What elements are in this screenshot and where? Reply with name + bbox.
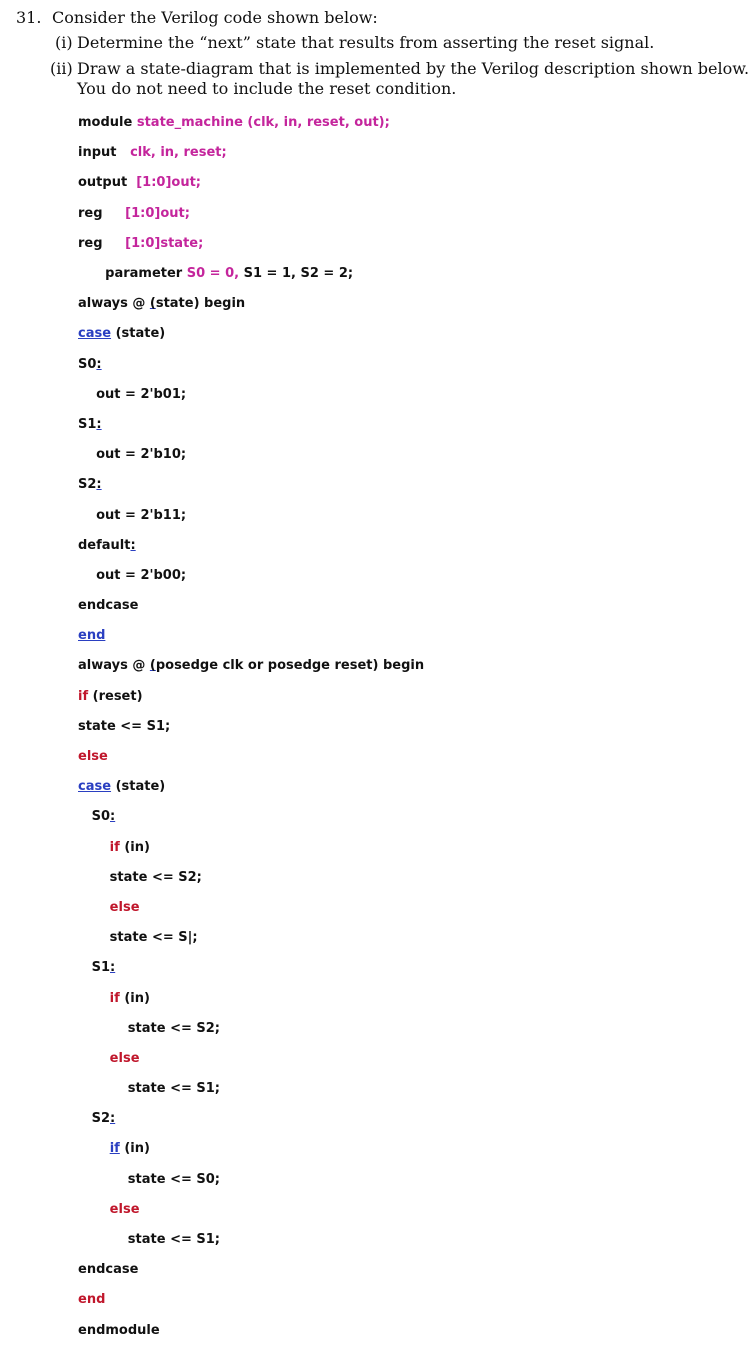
code-line: endcase — [78, 598, 139, 614]
code-line: input clk, in, reset; — [78, 145, 227, 161]
code-line: if (in) — [109, 1141, 150, 1157]
code-line: S2: — [78, 1111, 116, 1127]
code-line: S0: — [78, 356, 102, 372]
verilog-code-block — [78, 100, 424, 1353]
code-line: case (state) — [78, 326, 166, 342]
code-line: out = 2'b11; — [78, 507, 187, 523]
code-line: S0: — [78, 809, 116, 825]
code-line: endcase — [78, 1262, 139, 1278]
code-line: end — [78, 1292, 106, 1308]
code-line: output [1:0]out; — [78, 175, 202, 191]
code-line: default: — [78, 537, 136, 553]
part-ii-label: (ii) — [50, 59, 73, 78]
code-line: reg [1:0]out; — [78, 205, 190, 221]
part-i-label: (i) — [55, 33, 73, 52]
code-line: S2: — [78, 477, 102, 493]
code-line: out = 2'b00; — [78, 567, 187, 583]
part-ii-text: Draw a state-diagram that is implemented by the Verilog description shown below. — [77, 59, 749, 78]
code-line: case (state) — [78, 779, 166, 795]
code-line: else — [78, 1050, 140, 1066]
code-line: end — [78, 628, 106, 644]
code-line: if (in) — [78, 990, 150, 1006]
code-line: state <= S1; — [78, 718, 171, 734]
code-line: always @ (state) begin — [78, 296, 246, 312]
code-line: state <= S1; — [78, 1081, 220, 1097]
code-line: else — [78, 749, 108, 765]
code-line: S1: — [78, 960, 116, 976]
code-line: state <= S|; — [78, 930, 198, 946]
code-line: parameter S0 = 0, S1 = 1, S2 = 2; — [78, 266, 354, 282]
part-i-text: Determine the “next” state that results from asserting the reset signal. — [77, 33, 655, 52]
code-line: state <= S2; — [78, 1020, 220, 1036]
code-line: always @ (posedge clk or posedge reset) begin — [78, 658, 425, 674]
code-line: state <= S0; — [78, 1171, 220, 1187]
code-line: state <= S2; — [78, 869, 202, 885]
question-number: 31. — [16, 8, 42, 27]
code-line: module state_machine (clk, in, reset, out); — [78, 115, 390, 131]
code-line: else — [78, 899, 140, 915]
code-line: if (reset) — [78, 688, 143, 704]
code-line: out = 2'b01; — [78, 386, 187, 402]
part-ii-text-cont: You do not need to include the reset condition. — [77, 79, 457, 98]
code-line: S1: — [78, 416, 102, 432]
code-line: reg [1:0]state; — [78, 235, 204, 251]
code-line: out = 2'b10; — [78, 447, 187, 463]
code-line: state <= S1; — [78, 1232, 220, 1248]
code-line: else — [78, 1201, 140, 1217]
question-stem: Consider the Verilog code shown below: — [52, 8, 378, 27]
code-line: endmodule — [78, 1322, 160, 1338]
code-line: if (in) — [78, 839, 150, 855]
